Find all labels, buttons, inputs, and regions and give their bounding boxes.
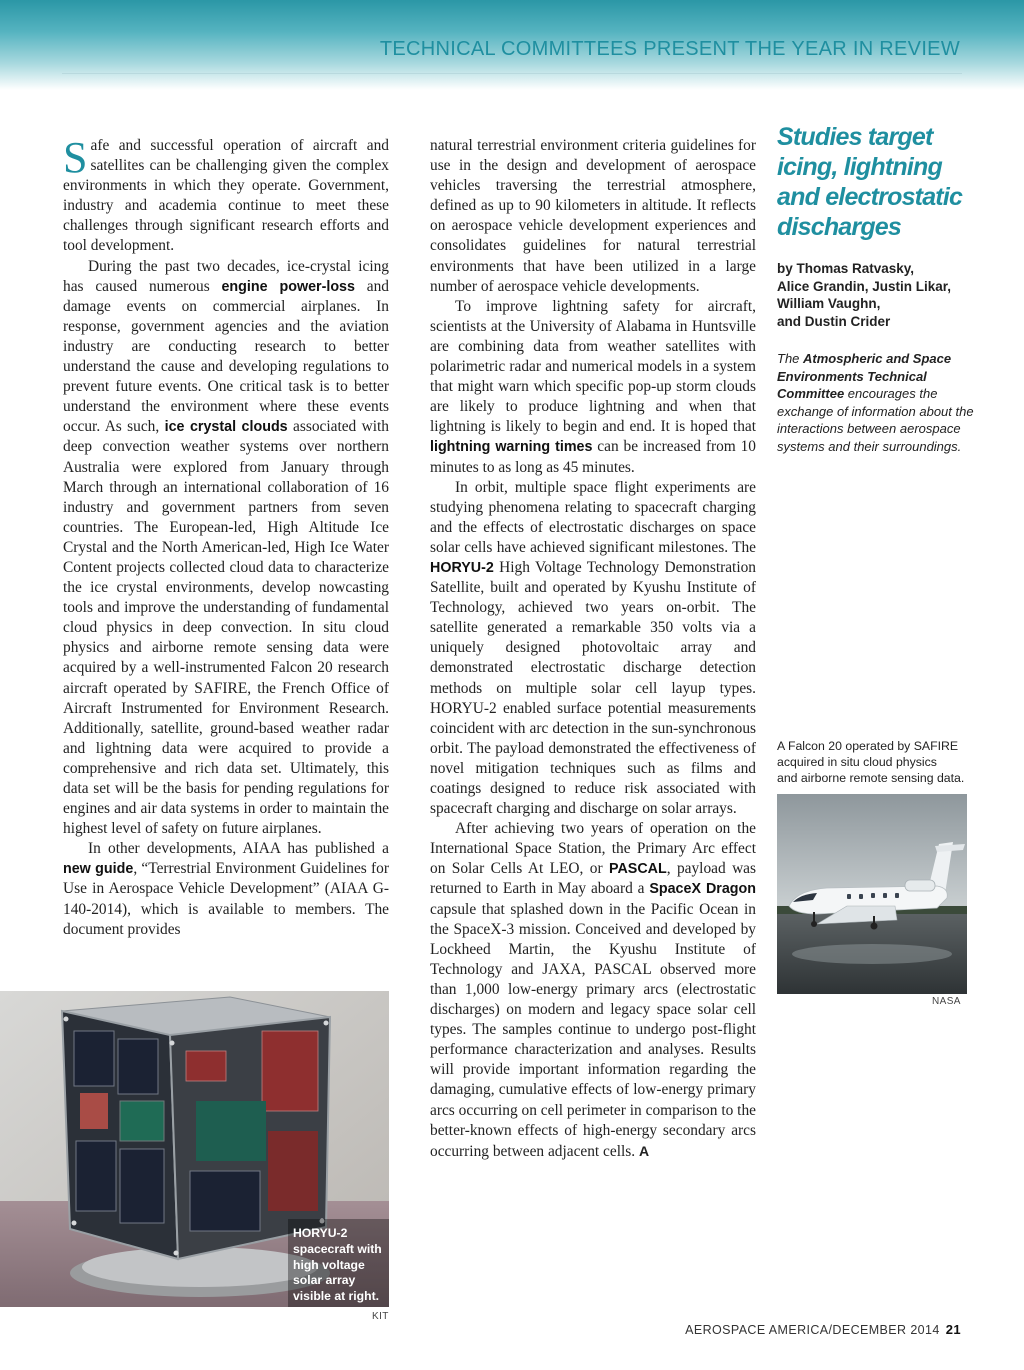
paragraph: Safe and successful operation of aircraft and satellites can be challenging given the complex environments in which they operate. Government, industry and academia continue to meet these challenges through significant research efforts and tool development. xyxy=(63,133,389,255)
keyword: SpaceX Dragon xyxy=(649,881,756,898)
byline: by Thomas Ratvasky, Alice Grandin, Justin Likar, William Vaughn, and Dustin Crider xyxy=(777,261,952,329)
paragraph: After achieving two years of operation on the International Space Station, the Primary Arc effect on Solar Cells At LEO, or PASCAL, payload was returned to Earth in May aboard a SpaceX Dragon capsule that splashed down in the Pacific Ocean in the SpaceX-3 mission. Conceived and developed by Lockheed Martin, the Kyushu Institute of Technology and JAXA, PASCAL observed more than 1,000 low-energy primary arcs (electrostatic discharges) on modern and legacy space solar cell types. The samples continue to undergo post-flight performance characterization and analyses. Results will provide important information regarding the damaging, cumulative effects of low-energy primary arcs occurring on cell perimeter in comparison to the better-known effects of high-energy secondary arcs occurring between adjacent cells. A xyxy=(430,820,757,1160)
paragraph: natural terrestrial environment criteria guidelines for use in the design and development of aerospace vehicles traversing the terrestrial atmosphere, defined as up to 90 kilometers in altitude. It reflects on aerospace vehicle development experiences and consolidates guidelines for natural terrestrial environments that have been utilized in a large number of aerospace vehicle developments. xyxy=(430,137,756,295)
drop-cap: S xyxy=(63,133,88,182)
horyu-photo-credit: KIT xyxy=(372,1311,389,1322)
header-rule xyxy=(62,73,962,74)
paragraph: To improve lightning safety for aircraft, scientists at the University of Alabama in Huntsville are combining data from weather satellites with polarimetric radar and numerical models in a system that might warn which specific pop-up storm clouds are likely to produce lightning and when that lightning is likely to begin and end. It is hoped that lightning warning times can be increased from 10 minutes to as long as 45 minutes. xyxy=(430,297,756,476)
falcon-jet-illustration xyxy=(777,794,967,994)
article-title: Studies target icing, lightning and electrostatic discharges xyxy=(777,123,963,241)
keyword: lightning warning times xyxy=(430,439,593,456)
article-column-2 xyxy=(430,136,756,1162)
paragraph: In orbit, multiple space flight experiments are studying phenomena relating to spacecraft charging and the effects of electrostatic discharges on space solar cells have achieved significant milestones. The HORYU-2 High Voltage Technology Demonstration Satellite, built and operated by Kyushu Institute of Technology, achieved two years on-orbit. The satellite generated a remarkable 350 volts via a uniquely designed photovoltaic array and demonstrated electrostatic discharge detection methods on multiple solar cell layup types. HORYU-2 enabled surface potential measurements coincident with arc detection in the sun-synchronous orbit. The payload demonstrated the effectiveness of novel mitigation techniques such as films and coatings designed to reduce risk associated with spacecraft charging and discharge on solar arrays. xyxy=(430,478,756,818)
paragraph: During the past two decades, ice-crystal icing has caused numerous engine power-loss and damage events on commercial airplanes. In response, government agencies and the aviation industry are conducting research to better understand the cause and developing regulations to prevent future events. One critical task is to better understand the environment where these events occur. As such, ice crystal clouds associated with deep convection weather systems over northern Australia were explored from January through March through an international collaboration of 16 industry and government partners from seven countries. The European-led, High Altitude Ice Crystal and the North American-led, High Ice Water Content projects collected cloud data to characterize the ice crystal environments, develop nowcasting tools and improve the understanding of fundamental cloud physics in deep convection. In situ cloud physics and airborne remote sensing data were acquired by a well-instrumented Falcon 20 research aircraft operated by SAFIRE, the French Office of Aircraft Instrumented for Environment Research. Additionally, satellite, ground-based weather radar and lightning data were acquired to provide a comprehensive and rich data set. Ultimately, this data set will be the basis for pending regulations for engines and air data systems in order to maintain the highest level of safety on future airplanes. xyxy=(63,257,389,838)
keyword: new guide xyxy=(63,861,134,878)
running-head: TECHNICAL COMMITTEES PRESENT THE YEAR IN REVIEW xyxy=(379,38,960,60)
article-column-1 xyxy=(63,133,389,940)
publication-name: AEROSPACE AMERICA/DECEMBER 2014 xyxy=(685,1323,940,1337)
falcon-photo-credit: NASA xyxy=(932,996,961,1007)
falcon-caption: A Falcon 20 operated by SAFIRE acquired in situ cloud physics and airborne remote sensing data. xyxy=(777,739,965,785)
keyword: HORYU-2 xyxy=(430,559,494,576)
end-mark: A xyxy=(638,1142,650,1159)
page-number: 21 xyxy=(945,1322,961,1337)
keyword: PASCAL xyxy=(609,861,667,878)
article-intro: The Atmospheric and Space Environments Technical Committee encourages the exchange of information about the interactions between aerospace systems and their surroundings. xyxy=(777,351,974,454)
committee-name: Atmospheric and Space Environments Technical Committee xyxy=(777,351,952,401)
keyword: ice crystal clouds xyxy=(164,419,288,436)
article-sidebar xyxy=(777,122,977,455)
keyword: engine power-loss xyxy=(221,278,355,295)
falcon-aircraft-photo xyxy=(777,794,967,994)
paragraph: In other developments, AIAA has published a new guide, “Terrestrial Environment Guidelines for Use in Aerospace Vehicle Development” (AIAA G-140-2014), which is available to members. The document provides xyxy=(63,840,389,938)
page-folio xyxy=(685,1322,961,1337)
horyu-caption: HORYU-2 spacecraft with high voltage solar array visible at right. xyxy=(293,1226,382,1304)
